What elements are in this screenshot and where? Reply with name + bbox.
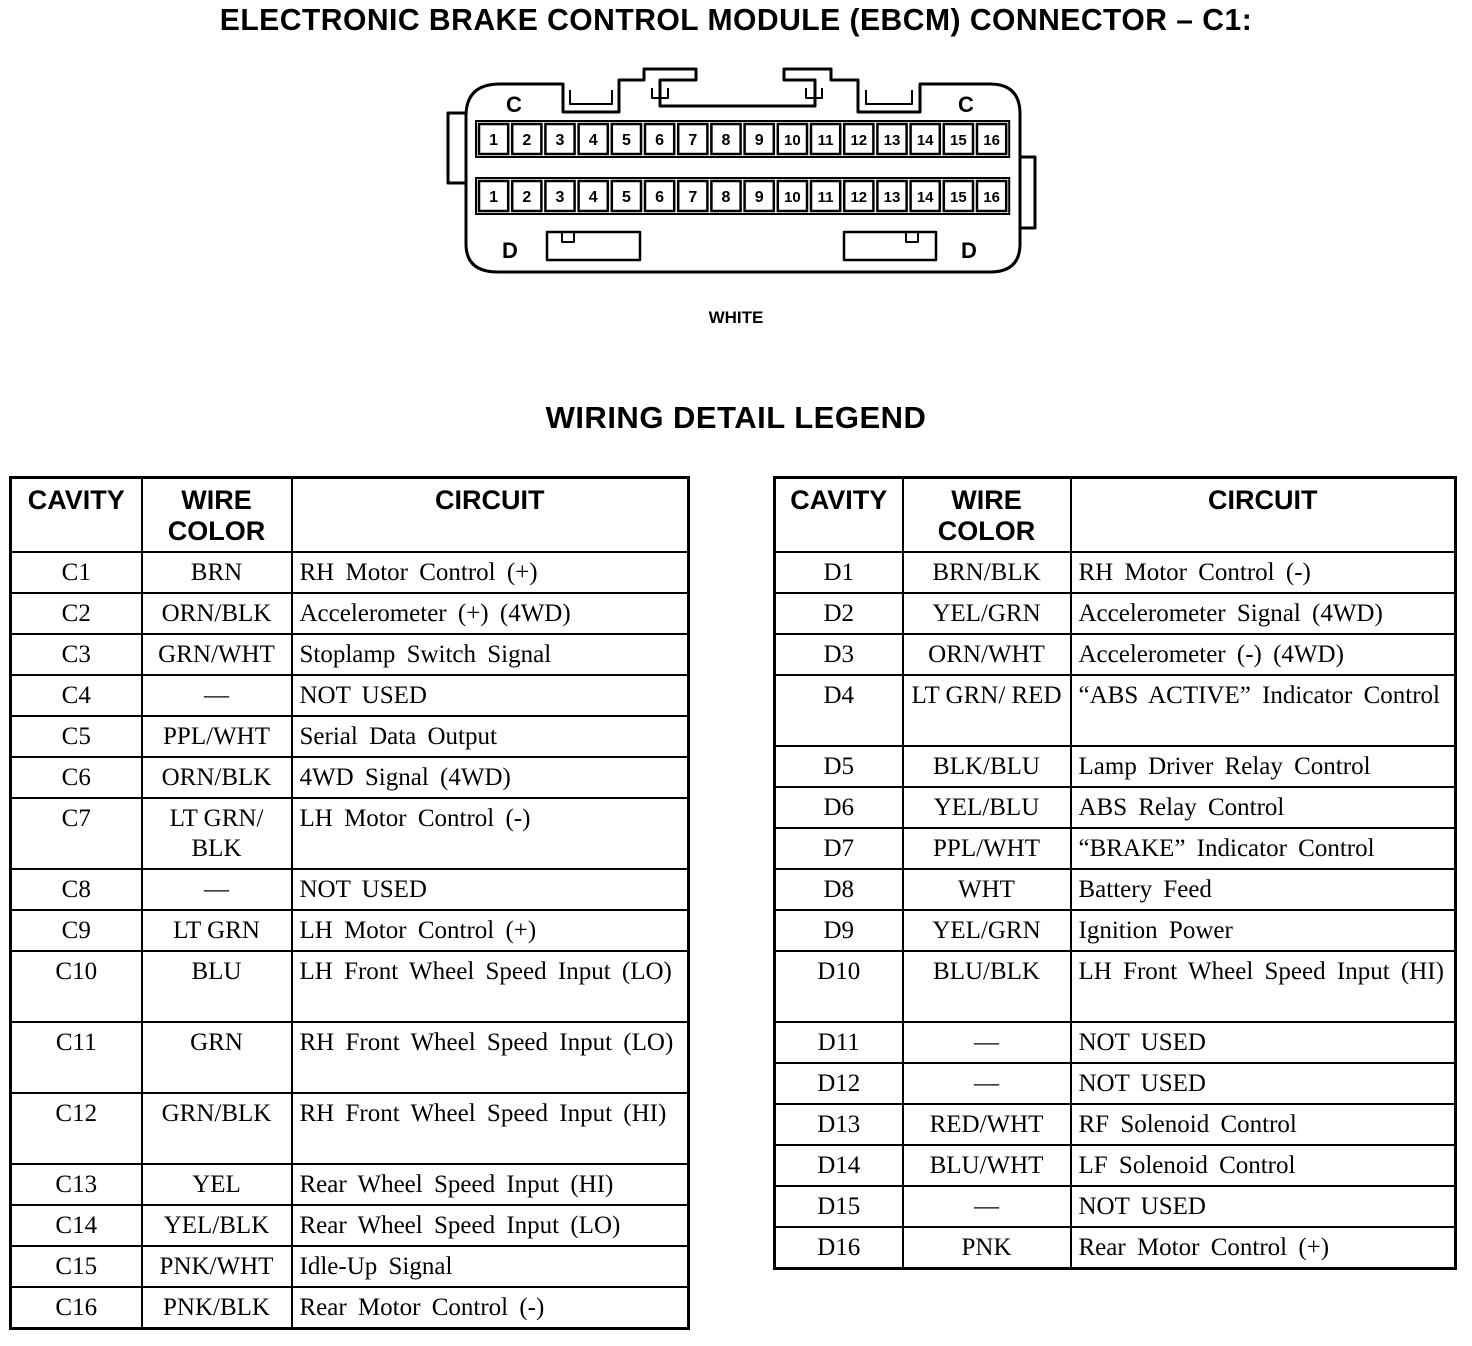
cavity-cell: D7 <box>775 828 903 869</box>
pin-number-c7: 7 <box>688 132 698 149</box>
cavity-cell: D5 <box>775 746 903 787</box>
wire-color-cell: — <box>903 1022 1071 1063</box>
pin-number-c9: 9 <box>754 132 764 149</box>
circuit-cell: Accelerometer (-) (4WD) <box>1071 634 1456 675</box>
cavity-cell: C11 <box>11 1022 142 1093</box>
cavity-cell: D3 <box>775 634 903 675</box>
table-row <box>11 1022 689 1093</box>
wire-color-cell: YEL/GRN <box>903 910 1071 951</box>
cavity-cell: C14 <box>11 1205 142 1246</box>
wire-color-cell: ORN/BLK <box>142 593 292 634</box>
pin-row-d <box>476 178 1009 214</box>
circuit-cell: Accelerometer Signal (4WD) <box>1071 593 1456 634</box>
pin-number-c2: 2 <box>522 132 532 149</box>
circuit-cell: RH Motor Control (-) <box>1071 552 1456 593</box>
pin-number-d9: 9 <box>754 189 764 206</box>
pin-number-d10: 10 <box>784 189 801 206</box>
wire-color-cell: YEL/BLU <box>903 787 1071 828</box>
left-latch-tab <box>448 113 466 183</box>
table-row <box>11 798 689 869</box>
wire-color-cell: PNK <box>903 1227 1071 1269</box>
pin-number-c14: 14 <box>916 132 934 149</box>
pin-number-c8: 8 <box>721 132 731 149</box>
wire-color-cell: GRN/BLK <box>142 1093 292 1164</box>
cavity-cell: D16 <box>775 1227 903 1269</box>
pin-number-c11: 11 <box>817 132 834 149</box>
wiring-table-d <box>773 476 1457 1270</box>
cavity-cell: D1 <box>775 552 903 593</box>
pin-number-d12: 12 <box>850 189 868 206</box>
cavity-cell: C13 <box>11 1164 142 1205</box>
table-row <box>775 869 1456 910</box>
wire-color-cell: BLU/WHT <box>903 1145 1071 1186</box>
cavity-cell: D6 <box>775 787 903 828</box>
cavity-cell: C16 <box>11 1287 142 1329</box>
pin-number-d1: 1 <box>489 189 499 206</box>
circuit-cell: NOT USED <box>1071 1186 1456 1227</box>
cavity-cell: C12 <box>11 1093 142 1164</box>
right-latch-detent <box>906 232 918 242</box>
table-row <box>775 1145 1456 1186</box>
circuit-cell: “ABS ACTIVE” Indicator Control <box>1071 675 1456 746</box>
circuit-cell: Stoplamp Switch Signal <box>292 634 689 675</box>
table-header-row <box>775 478 1456 553</box>
circuit-cell: Ignition Power <box>1071 910 1456 951</box>
table-row <box>11 869 689 910</box>
wire-color-cell: GRN/WHT <box>142 634 292 675</box>
table-row <box>11 675 689 716</box>
table-row <box>11 552 689 593</box>
table-row <box>11 1093 689 1164</box>
left-latch-window <box>547 232 640 260</box>
pin-number-c4: 4 <box>588 132 598 149</box>
header-wire-color: WIRE COLOR <box>142 478 292 553</box>
cavity-cell: C3 <box>11 634 142 675</box>
circuit-cell: Idle-Up Signal <box>292 1246 689 1287</box>
table-row <box>775 1186 1456 1227</box>
pin-number-d11: 11 <box>817 189 834 206</box>
circuit-cell: RF Solenoid Control <box>1071 1104 1456 1145</box>
table-row <box>775 1104 1456 1145</box>
cavity-cell: C8 <box>11 869 142 910</box>
pin-number-d16: 16 <box>983 189 1000 206</box>
cavity-cell: C6 <box>11 757 142 798</box>
cavity-cell: C5 <box>11 716 142 757</box>
circuit-cell: Rear Wheel Speed Input (HI) <box>292 1164 689 1205</box>
table-row <box>11 757 689 798</box>
pin-number-c3: 3 <box>555 132 565 149</box>
circuit-cell: Battery Feed <box>1071 869 1456 910</box>
cavity-cell: C1 <box>11 552 142 593</box>
table-header-row <box>11 478 689 553</box>
cavity-cell: C9 <box>11 910 142 951</box>
circuit-cell: Rear Wheel Speed Input (LO) <box>292 1205 689 1246</box>
wire-color-cell: LT GRN <box>142 910 292 951</box>
circuit-cell: LH Front Wheel Speed Input (HI) <box>1071 951 1456 1022</box>
right-key-inner <box>866 90 912 104</box>
row-label-d-left: D <box>502 238 518 263</box>
pin-number-d15: 15 <box>950 189 967 206</box>
circuit-cell: NOT USED <box>292 675 689 716</box>
pin-number-d6: 6 <box>655 189 665 206</box>
pin-number-c12: 12 <box>850 132 868 149</box>
header-circuit: CIRCUIT <box>292 478 689 553</box>
table-row <box>775 746 1456 787</box>
table-row <box>775 675 1456 746</box>
table-row <box>775 1063 1456 1104</box>
table-row <box>11 716 689 757</box>
circuit-cell: RH Motor Control (+) <box>292 552 689 593</box>
circuit-cell: Rear Motor Control (+) <box>1071 1227 1456 1269</box>
circuit-cell: RH Front Wheel Speed Input (LO) <box>292 1022 689 1093</box>
cavity-cell: C4 <box>11 675 142 716</box>
table-row <box>775 552 1456 593</box>
cavity-cell: C2 <box>11 593 142 634</box>
circuit-cell: RH Front Wheel Speed Input (HI) <box>292 1093 689 1164</box>
table-row <box>775 634 1456 675</box>
cavity-cell: D14 <box>775 1145 903 1186</box>
header-cavity: CAVITY <box>11 478 142 553</box>
legend-title: WIRING DETAIL LEGEND <box>545 400 927 435</box>
row-label-c-right: C <box>958 92 974 117</box>
circuit-cell: Serial Data Output <box>292 716 689 757</box>
circuit-cell: LF Solenoid Control <box>1071 1145 1456 1186</box>
cavity-cell: C7 <box>11 798 142 869</box>
table-row <box>775 1022 1456 1063</box>
circuit-cell: NOT USED <box>1071 1063 1456 1104</box>
table-row <box>11 910 689 951</box>
cavity-cell: D15 <box>775 1186 903 1227</box>
table-row <box>775 1227 1456 1269</box>
left-key-inner <box>570 90 612 104</box>
pin-number-d13: 13 <box>883 189 901 206</box>
cavity-cell: D12 <box>775 1063 903 1104</box>
wire-color-cell: LT GRN/ BLK <box>142 798 292 869</box>
circuit-cell: LH Motor Control (+) <box>292 910 689 951</box>
connector-diagram <box>430 60 1050 285</box>
table-row <box>11 1164 689 1205</box>
wire-color-cell: GRN <box>142 1022 292 1093</box>
diagram-title: ELECTRONIC BRAKE CONTROL MODULE (EBCM) CONNECTOR – C1: <box>219 2 1253 37</box>
wire-color-cell: BRN <box>142 552 292 593</box>
circuit-cell: LH Motor Control (-) <box>292 798 689 869</box>
right-latch-tab <box>1020 157 1035 228</box>
wire-color-cell: PPL/WHT <box>142 716 292 757</box>
table-row <box>11 634 689 675</box>
table-row <box>775 593 1456 634</box>
pin-number-d8: 8 <box>721 189 731 206</box>
pin-number-d5: 5 <box>621 189 631 206</box>
pin-number-d2: 2 <box>522 189 532 206</box>
wiring-table-c <box>9 476 690 1330</box>
wire-color-cell: BLK/BLU <box>903 746 1071 787</box>
wire-color-cell: — <box>903 1063 1071 1104</box>
circuit-cell: ABS Relay Control <box>1071 787 1456 828</box>
circuit-cell: NOT USED <box>292 869 689 910</box>
wire-color-cell: BRN/BLK <box>903 552 1071 593</box>
wire-color-cell: PNK/BLK <box>142 1287 292 1329</box>
pin-number-d4: 4 <box>588 189 598 206</box>
wire-color-cell: — <box>142 869 292 910</box>
row-label-d-right: D <box>961 238 977 263</box>
wire-color-cell: YEL/GRN <box>903 593 1071 634</box>
header-cavity: CAVITY <box>775 478 903 553</box>
wire-color-cell: PNK/WHT <box>142 1246 292 1287</box>
table-row <box>775 951 1456 1022</box>
wire-color-cell: WHT <box>903 869 1071 910</box>
pin-number-c13: 13 <box>883 132 901 149</box>
pin-number-d7: 7 <box>688 189 698 206</box>
left-latch-detent <box>562 232 574 242</box>
cavity-cell: D9 <box>775 910 903 951</box>
cavity-cell: D11 <box>775 1022 903 1063</box>
circuit-cell: LH Front Wheel Speed Input (LO) <box>292 951 689 1022</box>
header-wire-color: WIRE COLOR <box>903 478 1071 553</box>
cavity-cell: D8 <box>775 869 903 910</box>
table-row <box>11 593 689 634</box>
table-row <box>11 951 689 1022</box>
circuit-cell: NOT USED <box>1071 1022 1456 1063</box>
connector-color-label: WHITE <box>708 308 764 327</box>
pin-number-d3: 3 <box>555 189 565 206</box>
wire-color-cell: ORN/BLK <box>142 757 292 798</box>
pin-number-c5: 5 <box>621 132 631 149</box>
wire-color-cell: PPL/WHT <box>903 828 1071 869</box>
cavity-cell: D10 <box>775 951 903 1022</box>
wire-color-cell: LT GRN/ RED <box>903 675 1071 746</box>
circuit-cell: Accelerometer (+) (4WD) <box>292 593 689 634</box>
table-row <box>11 1287 689 1329</box>
cavity-cell: C10 <box>11 951 142 1022</box>
wire-color-cell: — <box>142 675 292 716</box>
cavity-cell: C15 <box>11 1246 142 1287</box>
wire-color-cell: — <box>903 1186 1071 1227</box>
circuit-cell: Lamp Driver Relay Control <box>1071 746 1456 787</box>
wire-color-cell: YEL/BLK <box>142 1205 292 1246</box>
table-row <box>775 828 1456 869</box>
wire-color-cell: BLU/BLK <box>903 951 1071 1022</box>
table-row <box>775 910 1456 951</box>
header-circuit: CIRCUIT <box>1071 478 1456 553</box>
table-row <box>11 1246 689 1287</box>
pin-number-c10: 10 <box>784 132 801 149</box>
circuit-cell: 4WD Signal (4WD) <box>292 757 689 798</box>
cavity-cell: D13 <box>775 1104 903 1145</box>
cavity-cell: D2 <box>775 593 903 634</box>
right-latch-window <box>844 232 936 260</box>
pin-row-c <box>476 121 1009 157</box>
cavity-cell: D4 <box>775 675 903 746</box>
wire-color-cell: YEL <box>142 1164 292 1205</box>
pin-number-c6: 6 <box>655 132 665 149</box>
table-row <box>775 787 1456 828</box>
pin-number-c15: 15 <box>950 132 967 149</box>
circuit-cell: “BRAKE” Indicator Control <box>1071 828 1456 869</box>
wire-color-cell: RED/WHT <box>903 1104 1071 1145</box>
circuit-cell: Rear Motor Control (-) <box>292 1287 689 1329</box>
table-row <box>11 1205 689 1246</box>
pin-number-d14: 14 <box>916 189 934 206</box>
wire-color-cell: ORN/WHT <box>903 634 1071 675</box>
pin-number-c16: 16 <box>983 132 1000 149</box>
row-label-c-left: C <box>506 92 522 117</box>
pin-number-c1: 1 <box>489 132 499 149</box>
wire-color-cell: BLU <box>142 951 292 1022</box>
